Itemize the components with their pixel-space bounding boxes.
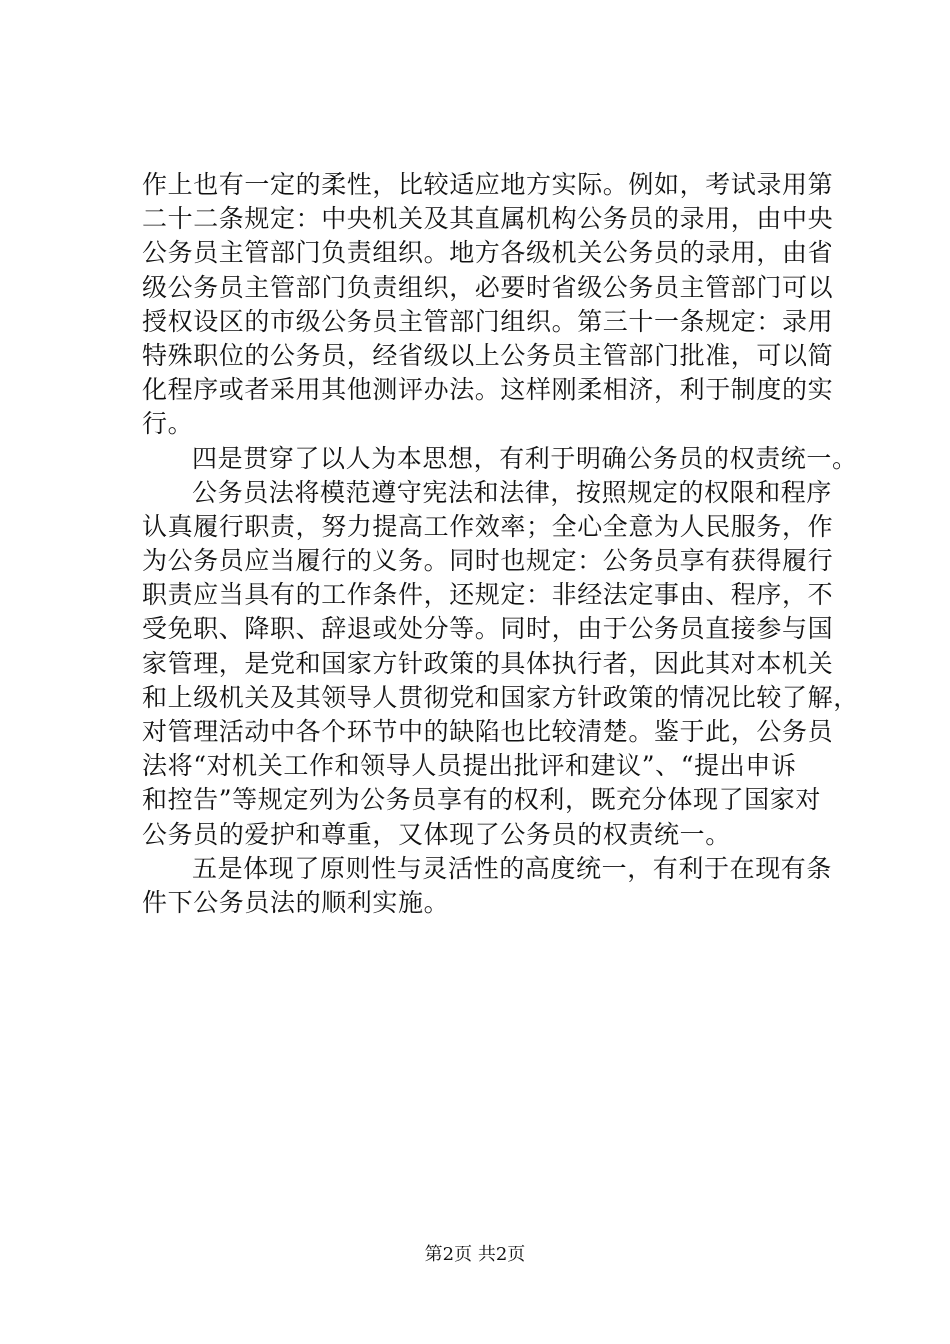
paragraph-start-line: 五是体现了原则性与灵活性的高度统一，有利于在现有条 — [192, 853, 833, 883]
text-line: 和控告”等规定列为公务员享有的权利，既充分体现了国家对 — [142, 785, 821, 815]
text-line: 家管理，是党和国家方针政策的具体执行者，因此其对本机关 — [142, 648, 834, 678]
text-line: 公务员的爱护和尊重，又体现了公务员的权责统一。 — [142, 819, 731, 849]
text-line: 认真履行职责，努力提高工作效率；全心全意为人民服务，作 — [142, 511, 834, 541]
text-line: 职责应当具有的工作条件，还规定：非经法定事由、程序，不 — [142, 580, 834, 610]
text-line: 特殊职位的公务员，经省级以上公务员主管部门批准，可以简 — [142, 340, 834, 370]
text-line: 受免职、降职、辞退或处分等。同时，由于公务员直接参与国 — [142, 614, 834, 644]
text-line: 为公务员应当履行的义务。同时也规定：公务员享有获得履行 — [142, 546, 834, 576]
paragraph-start-line: 公务员法将模范遵守宪法和法律，按照规定的权限和程序 — [192, 477, 833, 507]
text-line: 对管理活动中各个环节中的缺陷也比较清楚。鉴于此，公务员 — [142, 717, 834, 746]
paragraph-start-line: 四是贯穿了以人为本思想，有利于明确公务员的权责统一。 — [192, 443, 858, 473]
text-line: 作上也有一定的柔性，比较适应地方实际。例如，考试录用第 — [142, 170, 834, 199]
text-line: 公务员主管部门负责组织。地方各级机关公务员的录用，由省 — [142, 238, 834, 268]
text-line: 行。 — [142, 409, 194, 439]
text-line: 级公务员主管部门负责组织，必要时省级公务员主管部门可以 — [142, 272, 834, 302]
document-body — [142, 168, 859, 920]
text-line: 二十二条规定：中央机关及其直属机构公务员的录用，由中央 — [142, 204, 834, 234]
text-line: 件下公务员法的顺利实施。 — [142, 887, 450, 917]
text-line: 化程序或者采用其他测评办法。这样刚柔相济，利于制度的实 — [142, 375, 834, 405]
text-line: 授权设区的市级公务员主管部门组织。第三十一条规定：录用 — [142, 306, 834, 336]
text-line: 和上级机关及其领导人贯彻党和国家方针政策的情况比较了解， — [142, 682, 859, 712]
page-footer: 第2页 共2页 — [424, 1244, 526, 1265]
text-line: 法将“对机关工作和领导人员提出批评和建议”、“提出申诉 — [142, 751, 797, 781]
